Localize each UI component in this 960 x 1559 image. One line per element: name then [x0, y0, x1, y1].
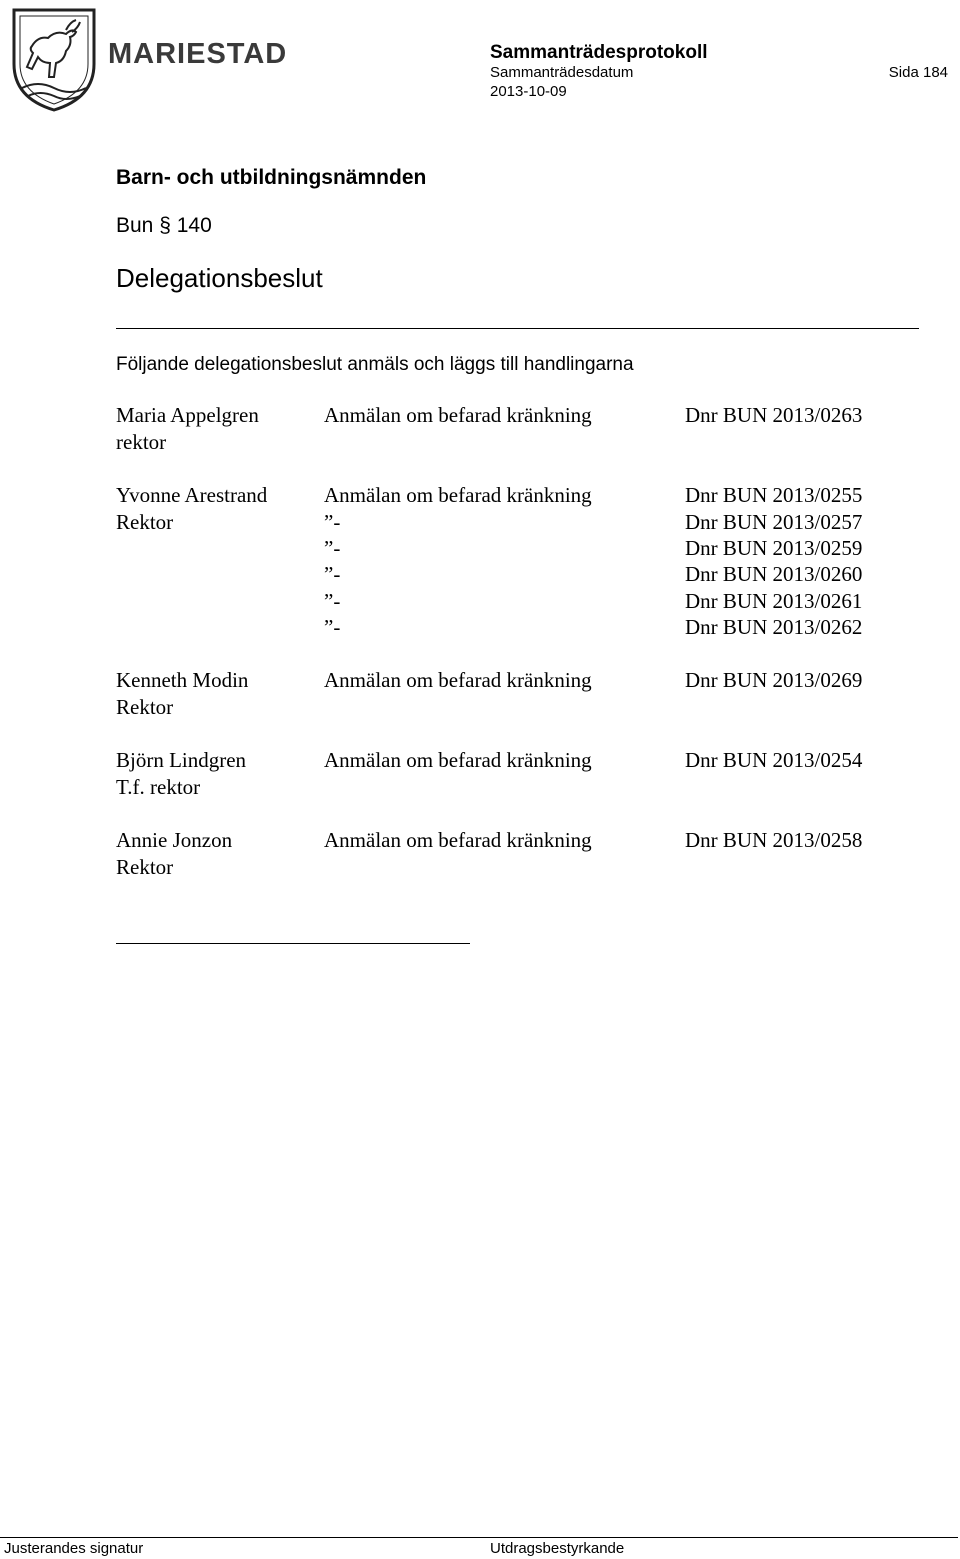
- mariestad-logo-text: MARIESTAD: [108, 38, 288, 70]
- decision-dnr: Dnr BUN 2013/0262: [685, 615, 863, 639]
- decision-subject: Anmälan om befarad kränkning: [324, 668, 592, 692]
- decision-maker-role: Rektor: [116, 855, 174, 879]
- decision-dnr: Dnr BUN 2013/0259: [685, 536, 863, 560]
- decision-dnr: Dnr BUN 2013/0260: [685, 562, 863, 586]
- decision-subject: ”-: [324, 536, 341, 560]
- decision-dnr: Dnr BUN 2013/0255: [685, 483, 863, 507]
- decision-dnr: Dnr BUN 2013/0263: [685, 403, 863, 427]
- decision-dnr: Dnr BUN 2013/0254: [685, 748, 863, 772]
- committee-name: Barn- och utbildningsnämnden: [116, 166, 427, 189]
- decision-maker-name: Kenneth Modin: [116, 668, 249, 692]
- decision-maker-role: Rektor: [116, 510, 174, 534]
- certification-label: Utdragsbestyrkande: [490, 1540, 625, 1557]
- document-type: Sammanträdesprotokoll: [490, 42, 708, 63]
- decision-maker-name: Björn Lindgren: [116, 748, 247, 772]
- meeting-date: 2013-10-09: [490, 83, 567, 100]
- section-title: Delegationsbeslut: [116, 263, 323, 293]
- page-number: Sida 184: [888, 64, 948, 81]
- decision-subject: ”-: [324, 615, 341, 639]
- decision-subject: Anmälan om befarad kränkning: [324, 483, 592, 507]
- decision-subject: Anmälan om befarad kränkning: [324, 403, 592, 427]
- decision-subject: Anmälan om befarad kränkning: [324, 828, 592, 852]
- signature-label: Justerandes signatur: [4, 1540, 144, 1557]
- decision-dnr: Dnr BUN 2013/0257: [685, 510, 863, 534]
- decision-dnr: Dnr BUN 2013/0258: [685, 828, 863, 852]
- decision-maker-role: Rektor: [116, 695, 174, 719]
- decision-maker-name: Maria Appelgren: [116, 403, 259, 427]
- decision-subject: ”-: [324, 589, 341, 613]
- decision-dnr: Dnr BUN 2013/0261: [685, 589, 863, 613]
- footer-divider: [0, 1537, 958, 1538]
- decision-maker-role: rektor: [116, 430, 167, 454]
- paragraph-reference: Bun § 140: [116, 214, 212, 237]
- decision-maker-role: T.f. rektor: [116, 775, 201, 799]
- meeting-date-label: Sammanträdesdatum: [490, 64, 634, 81]
- decision-subject: Anmälan om befarad kränkning: [324, 748, 592, 772]
- mariestad-coat-of-arms-icon: [10, 6, 98, 114]
- decision-dnr: Dnr BUN 2013/0269: [685, 668, 863, 692]
- section-end-divider: [116, 943, 470, 944]
- title-divider: [116, 328, 919, 329]
- decision-maker-name: Yvonne Arestrand: [116, 483, 268, 507]
- decision-subject: ”-: [324, 510, 341, 534]
- intro-text: Följande delegationsbeslut anmäls och läggs till handlingarna: [116, 354, 634, 375]
- decision-subject: ”-: [324, 562, 341, 586]
- decision-maker-name: Annie Jonzon: [116, 828, 233, 852]
